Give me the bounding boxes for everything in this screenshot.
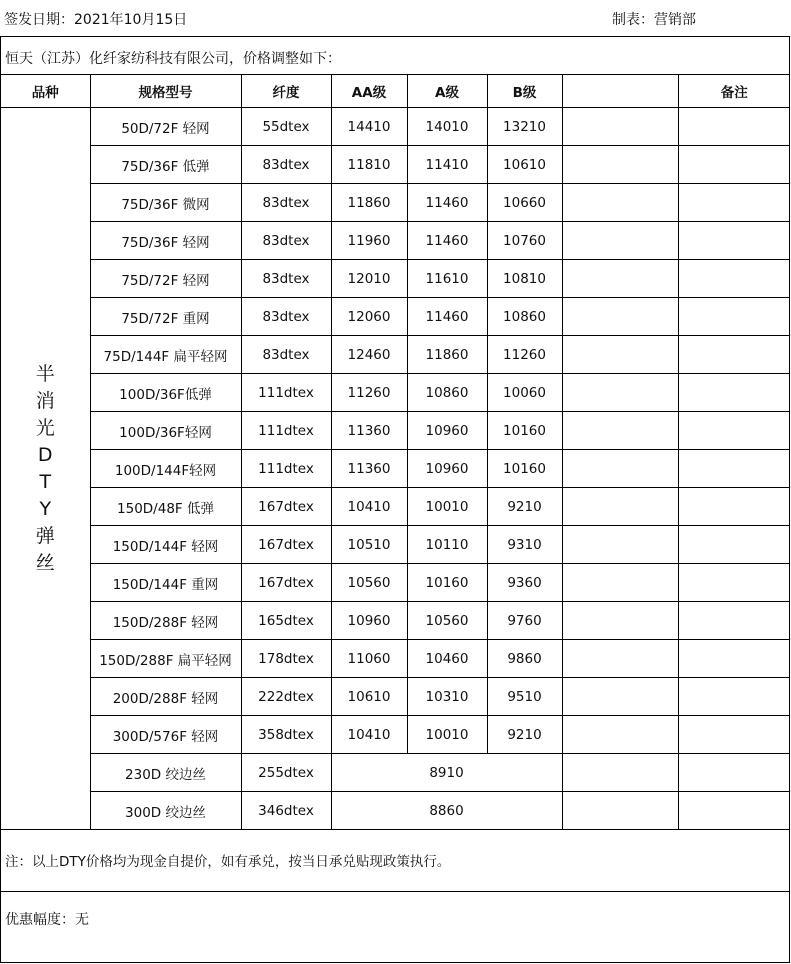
a-price-cell: 11610 [407, 260, 487, 298]
blank-cell [562, 336, 678, 374]
table-row [1, 526, 790, 564]
blank-cell [562, 564, 678, 602]
aa-price-cell: 10510 [331, 526, 407, 564]
blank-cell [562, 108, 678, 146]
category-char: 光 [35, 416, 55, 439]
table-row [1, 260, 790, 298]
table-row [1, 602, 790, 640]
remark-cell [678, 792, 790, 830]
aa-price-cell: 10960 [331, 602, 407, 640]
table-row [1, 488, 790, 526]
aa-price-cell: 12060 [331, 298, 407, 336]
denier-cell: 167dtex [241, 488, 331, 526]
blank-cell [562, 602, 678, 640]
table-row [1, 754, 790, 792]
category-char: 丝 [35, 551, 55, 574]
a-price-cell: 14010 [407, 108, 487, 146]
b-price-cell: 10160 [487, 450, 562, 488]
b-price-cell: 11260 [487, 336, 562, 374]
a-price-cell: 11460 [407, 222, 487, 260]
a-price-cell: 10960 [407, 450, 487, 488]
b-price-cell: 9310 [487, 526, 562, 564]
header-row [1, 75, 790, 108]
aa-price-cell: 12460 [331, 336, 407, 374]
spec-cell: 75D/72F 重网 [90, 298, 241, 336]
blank-cell [562, 146, 678, 184]
price-table-body [1, 108, 790, 830]
blank-cell [562, 222, 678, 260]
b-price-cell: 10860 [487, 298, 562, 336]
denier-cell: 255dtex [241, 754, 331, 792]
price-table [1, 75, 790, 830]
document-header [0, 0, 791, 36]
blank-cell [562, 450, 678, 488]
aa-price-cell: 11060 [331, 640, 407, 678]
denier-cell: 83dtex [241, 184, 331, 222]
b-price-cell: 9510 [487, 678, 562, 716]
table-row [1, 640, 790, 678]
denier-cell: 111dtex [241, 374, 331, 412]
denier-cell: 83dtex [241, 298, 331, 336]
b-price-cell: 10160 [487, 412, 562, 450]
denier-cell: 167dtex [241, 526, 331, 564]
col-header-spec: 规格型号 [90, 75, 241, 108]
spec-cell: 75D/72F 轻网 [90, 260, 241, 298]
spec-cell: 75D/36F 微网 [90, 184, 241, 222]
b-price-cell: 9860 [487, 640, 562, 678]
a-price-cell: 10860 [407, 374, 487, 412]
blank-cell [562, 412, 678, 450]
denier-cell: 111dtex [241, 450, 331, 488]
aa-price-cell: 11360 [331, 412, 407, 450]
remark-cell [678, 336, 790, 374]
a-price-cell: 10460 [407, 640, 487, 678]
col-header-a-grade: A级 [407, 75, 487, 108]
table-row [1, 108, 790, 146]
col-header-denier: 纤度 [241, 75, 331, 108]
a-price-cell: 10560 [407, 602, 487, 640]
spec-cell: 75D/36F 低弹 [90, 146, 241, 184]
a-price-cell: 10960 [407, 412, 487, 450]
remark-cell [678, 564, 790, 602]
b-price-cell: 9210 [487, 716, 562, 754]
remark-cell [678, 374, 790, 412]
aa-price-cell: 10610 [331, 678, 407, 716]
spec-cell: 150D/288F 轻网 [90, 602, 241, 640]
denier-cell: 83dtex [241, 336, 331, 374]
spec-cell: 150D/48F 低弹 [90, 488, 241, 526]
aa-price-cell: 10410 [331, 716, 407, 754]
merged-price-cell: 8860 [331, 792, 562, 830]
spec-cell: 100D/144F轻网 [90, 450, 241, 488]
spec-cell: 50D/72F 轻网 [90, 108, 241, 146]
a-price-cell: 10310 [407, 678, 487, 716]
merged-price-cell: 8910 [331, 754, 562, 792]
denier-cell: 55dtex [241, 108, 331, 146]
aa-price-cell: 11960 [331, 222, 407, 260]
spec-cell: 150D/144F 轻网 [90, 526, 241, 564]
spec-cell: 150D/288F 扁平轻网 [90, 640, 241, 678]
table-row [1, 222, 790, 260]
remark-cell [678, 678, 790, 716]
table-row [1, 792, 790, 830]
blank-cell [562, 640, 678, 678]
blank-cell [562, 526, 678, 564]
remark-cell [678, 602, 790, 640]
b-price-cell: 9210 [487, 488, 562, 526]
blank-cell [562, 678, 678, 716]
blank-cell [562, 488, 678, 526]
b-price-cell: 10810 [487, 260, 562, 298]
category-cell [1, 108, 90, 830]
denier-cell: 358dtex [241, 716, 331, 754]
table-row [1, 146, 790, 184]
a-price-cell: 11860 [407, 336, 487, 374]
spec-cell: 200D/288F 轻网 [90, 678, 241, 716]
col-header-b-grade: B级 [487, 75, 562, 108]
blank-cell [562, 260, 678, 298]
table-row [1, 184, 790, 222]
category-char: T [39, 470, 52, 493]
remark-cell [678, 108, 790, 146]
remark-cell [678, 488, 790, 526]
table-row [1, 374, 790, 412]
b-price-cell: 10610 [487, 146, 562, 184]
category-char: 弹 [35, 524, 55, 547]
company-line: 恒天（江苏）化纤家纺科技有限公司，价格调整如下： [1, 37, 789, 75]
blank-cell [562, 374, 678, 412]
category-char: Y [39, 497, 52, 520]
table-row [1, 564, 790, 602]
aa-price-cell: 12010 [331, 260, 407, 298]
table-row [1, 412, 790, 450]
denier-cell: 83dtex [241, 146, 331, 184]
a-price-cell: 10110 [407, 526, 487, 564]
spec-cell: 300D 绞边丝 [90, 792, 241, 830]
denier-cell: 178dtex [241, 640, 331, 678]
b-price-cell: 9760 [487, 602, 562, 640]
blank-cell [562, 298, 678, 336]
category-char: 半 [35, 362, 55, 385]
table-row [1, 678, 790, 716]
remark-cell [678, 260, 790, 298]
aa-price-cell: 11860 [331, 184, 407, 222]
prepared-by: 制表：营销部 [612, 12, 696, 28]
remark-cell [678, 412, 790, 450]
spec-cell: 300D/576F 轻网 [90, 716, 241, 754]
a-price-cell: 11460 [407, 184, 487, 222]
b-price-cell: 10660 [487, 184, 562, 222]
a-price-cell: 10010 [407, 488, 487, 526]
b-price-cell: 10060 [487, 374, 562, 412]
spec-cell: 150D/144F 重网 [90, 564, 241, 602]
denier-cell: 83dtex [241, 260, 331, 298]
a-price-cell: 10010 [407, 716, 487, 754]
category-char: D [37, 443, 53, 466]
remark-cell [678, 754, 790, 792]
aa-price-cell: 11360 [331, 450, 407, 488]
b-price-cell: 13210 [487, 108, 562, 146]
remark-cell [678, 222, 790, 260]
table-row [1, 336, 790, 374]
denier-cell: 222dtex [241, 678, 331, 716]
col-header-blank [562, 75, 678, 108]
spec-cell: 75D/144F 扁平轻网 [90, 336, 241, 374]
remark-cell [678, 298, 790, 336]
aa-price-cell: 11810 [331, 146, 407, 184]
remark-cell [678, 146, 790, 184]
spec-cell: 100D/36F轻网 [90, 412, 241, 450]
denier-cell: 111dtex [241, 412, 331, 450]
a-price-cell: 11410 [407, 146, 487, 184]
b-price-cell: 9360 [487, 564, 562, 602]
price-sheet [0, 36, 790, 963]
denier-cell: 83dtex [241, 222, 331, 260]
table-row [1, 298, 790, 336]
a-price-cell: 11460 [407, 298, 487, 336]
remark-cell [678, 716, 790, 754]
payment-note: 注：以上DTY价格均为现金自提价，如有承兑，按当日承兑贴现政策执行。 [1, 828, 789, 892]
spec-cell: 75D/36F 轻网 [90, 222, 241, 260]
remark-cell [678, 640, 790, 678]
remark-cell [678, 450, 790, 488]
issue-date: 签发日期：2021年10月15日 [4, 12, 188, 28]
blank-cell [562, 716, 678, 754]
discount-line: 优惠幅度：无 [5, 912, 89, 928]
a-price-cell: 10160 [407, 564, 487, 602]
spec-cell: 230D 绞边丝 [90, 754, 241, 792]
table-row [1, 716, 790, 754]
table-row [1, 450, 790, 488]
blank-cell [562, 184, 678, 222]
denier-cell: 165dtex [241, 602, 331, 640]
col-header-aa-grade: AA级 [331, 75, 407, 108]
b-price-cell: 10760 [487, 222, 562, 260]
col-header-remark: 备注 [678, 75, 790, 108]
spec-cell: 100D/36F低弹 [90, 374, 241, 412]
denier-cell: 167dtex [241, 564, 331, 602]
aa-price-cell: 10410 [331, 488, 407, 526]
blank-cell [562, 754, 678, 792]
category-label [1, 361, 90, 577]
aa-price-cell: 11260 [331, 374, 407, 412]
denier-cell: 346dtex [241, 792, 331, 830]
remark-cell [678, 184, 790, 222]
aa-price-cell: 14410 [331, 108, 407, 146]
aa-price-cell: 10560 [331, 564, 407, 602]
remark-cell [678, 526, 790, 564]
blank-cell [562, 792, 678, 830]
category-char: 消 [35, 389, 55, 412]
col-header-variety: 品种 [1, 75, 90, 108]
